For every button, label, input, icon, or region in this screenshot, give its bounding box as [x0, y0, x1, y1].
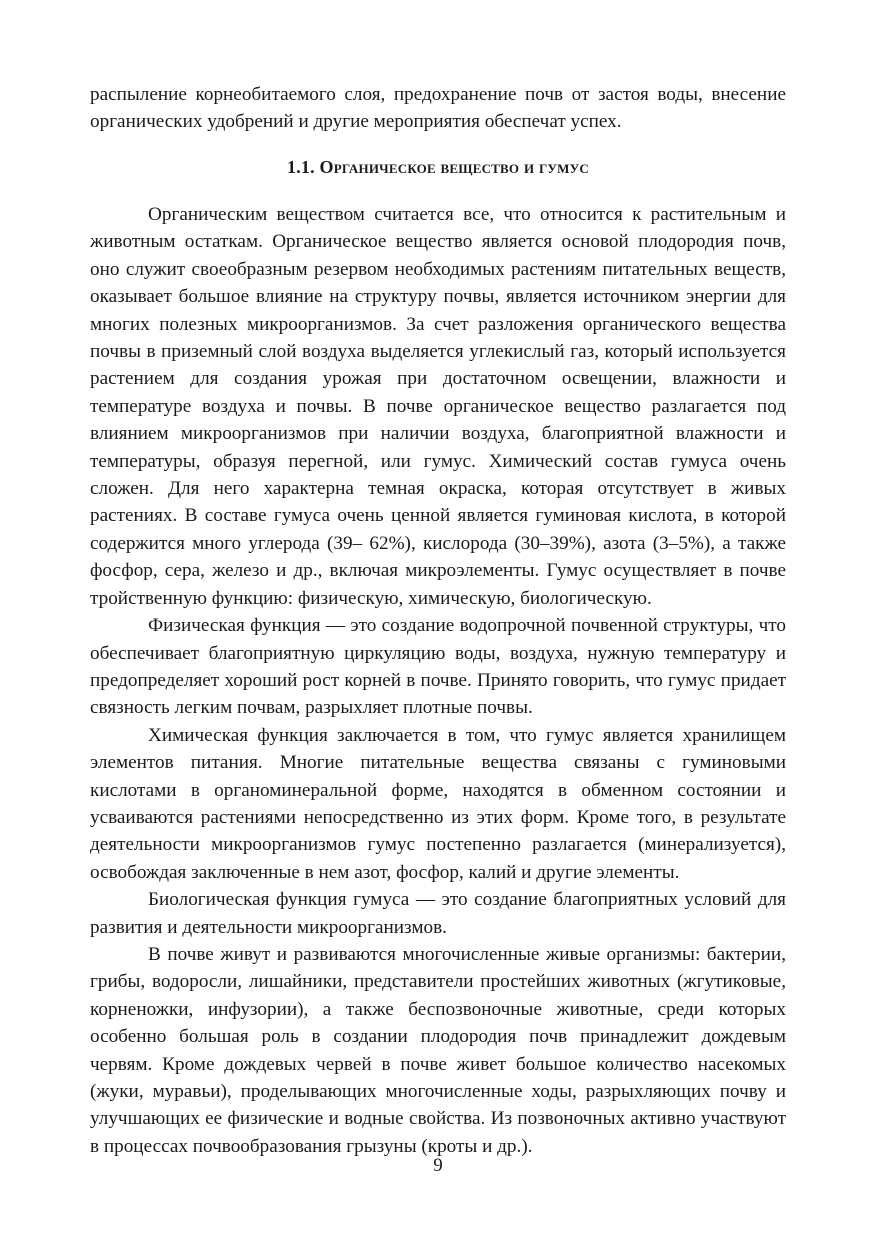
intro-text: [90, 81, 786, 136]
page-number: 9: [433, 1155, 443, 1176]
paragraph-chemical-function: Химическая функция заключается в том, что гумус является хранилищем элементов питания. Многие питательные вещества связаны с гуминовыми кислотами в органоминеральной форме, находятся в обменном состоянии и усваиваются растениями непосредственно из этих форм. Кроме того, в результате деятельности микроорганизмов гумус постепенно разлагается (минерализуется), освобождая заключенные в нем азот, фосфор, калий и другие элементы.: [90, 724, 786, 883]
section-body: [90, 201, 786, 1160]
paragraph-biological-function: Биологическая функция гумуса — это создание благоприятных условий для развития и деятельности микроорганизмов.: [90, 889, 786, 938]
intro-paragraph: распыление корнеобитаемого слоя, предохранение почв от застоя воды, внесение органических удобрений и другие мероприятия обеспечат успех.: [90, 84, 786, 133]
paragraph-soil-organisms: В почве живут и развиваются многочисленные живые организмы: бактерии, грибы, водоросли, лишайники, представители простейших животных (жгутиковые, корненожки, инфузории), а также беспозвоночные животные, среди которых особенно большая роль в создании плодородия почв принадлежит дождевым червям. Кроме дождевых червей в почве живет большое количество насекомых (жуки, муравьи), проделывающих многочисленные ходы, разрыхляющих почву и улучшающих ее физические и водные свойства. Из позвоночных активно участвуют в процессах почвообразования грызуны (кроты и др.).: [90, 943, 786, 1157]
section-heading: 1.1. Органическое вещество и гумус: [287, 157, 589, 177]
paragraph-organic-matter: Органическим веществом считается все, что относится к растительным и животным остаткам. Органическое вещество является основой плодородия почв, оно служит своеобразным резервом необходимых растениям питательных веществ, оказывает большое влияние на структуру почвы, является источником энергии для многих полезных микроорганизмов. За счет разложения органического вещества почвы в приземный слой воздуха выделяется углекислый газ, который используется растением для создания урожая при достаточном освещении, влажности и температуре воздуха и почвы. В почве органическое вещество разлагается под влиянием микроорганизмов при наличии воздуха, благоприятной влажности и температуры, образуя перегной, или гумус. Химический состав гумуса очень сложен. Для него характерна темная окраска, которая отсутствует в живых растениях. В составе гумуса очень ценной является гуминовая кислота, в которой содержится много углерода (39– 62%), кислорода (30–39%), азота (3–5%), а также фосфор, сера, железо и др., включая микроэлементы. Гумус осуществляет в почве тройственную функцию: физическую, химическую, биологическую.: [90, 204, 786, 609]
paragraph-physical-function: Физическая функция — это создание водопрочной почвенной структуры, что обеспечивает благоприятную циркуляцию воды, воздуха, нужную температуру и предопределяет хороший рост корней в почве. Принято говорить, что гумус придает связность легким почвам, разрыхляет плотные почвы.: [90, 615, 786, 719]
